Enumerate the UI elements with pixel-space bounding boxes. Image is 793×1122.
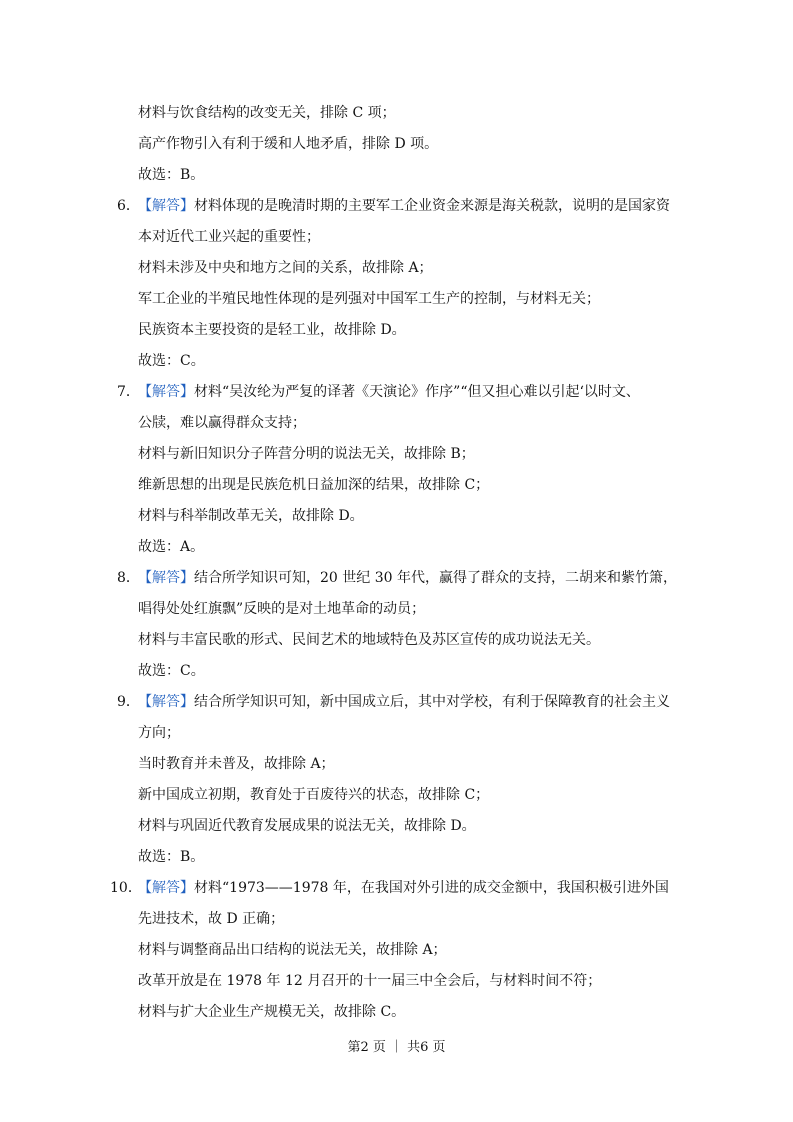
question-10-first-line	[110, 878, 669, 898]
answer-line: 维新思想的出现是民族危机日益加深的结果，故排除 C；	[138, 477, 490, 493]
answer-line: 公牍，难以赢得群众支持；	[138, 415, 306, 431]
answer-text: 结合所学知识可知，20 世纪 30 年代，赢得了群众的支持，二胡来和紫竹箫，	[194, 570, 677, 586]
answer-line: 方向；	[138, 725, 180, 741]
answer-text: 材料“1973——1978 年，在我国对外引进的成交金额中，我国积极引进外国	[194, 880, 669, 896]
question-6-first-line	[117, 196, 670, 216]
answer-line: 材料与调整商品出口结构的说法无关，故排除 A；	[138, 942, 447, 958]
answer-line: 材料与巩固近代教育发展成果的说法无关，故排除 D。	[138, 818, 476, 834]
answer-text: 结合所学知识可知，新中国成立后，其中对学校，有利于保障教育的社会主义	[194, 694, 670, 710]
page-footer: 第2 页 ｜ 共6 页	[347, 1040, 446, 1055]
question-number: 10．	[110, 880, 142, 896]
answer-tag: 【解答】	[138, 384, 194, 400]
answer-line: 故选：C。	[138, 353, 205, 369]
answer-tag: 【解答】	[138, 880, 194, 896]
answer-tag: 【解答】	[138, 570, 194, 586]
answer-line: 故选：A。	[138, 539, 205, 555]
answer-tag: 【解答】	[138, 198, 194, 214]
question-number: 7．	[117, 384, 140, 400]
question-9-first-line	[117, 692, 670, 712]
answer-line: 材料与扩大企业生产规模无关，故排除 C。	[138, 1004, 406, 1020]
answer-line: 新中国成立初期，教育处于百废待兴的状态，故排除 C；	[138, 787, 490, 803]
answer-tag: 【解答】	[138, 694, 194, 710]
question-number: 8．	[117, 570, 140, 586]
answer-line: 先进技术，故 D 正确；	[138, 911, 285, 927]
answer-line: 材料与丰富民歌的形式、民间艺术的地域特色及苏区宣传的成功说法无关。	[138, 632, 600, 648]
answer-line: 当时教育并未普及，故排除 A；	[138, 756, 335, 772]
answer-text: 材料体现的是晚清时期的主要军工企业资金来源是海关税款，说明的是国家资	[194, 198, 670, 214]
answer-line: 军工企业的半殖民地性体现的是列强对中国军工生产的控制，与材料无关；	[138, 291, 600, 307]
answer-line: 高产作物引入有利于缓和人地矛盾，排除 D 项。	[138, 136, 439, 152]
question-7-first-line	[117, 382, 640, 402]
answer-line: 材料未涉及中央和地方之间的关系，故排除 A；	[138, 260, 433, 276]
answer-line: 本对近代工业兴起的重要性；	[138, 229, 320, 245]
answer-line: 民族资本主要投资的是轻工业，故排除 D。	[138, 322, 406, 338]
question-number: 9．	[117, 694, 140, 710]
answer-line: 故选：B。	[138, 849, 205, 865]
answer-line: 材料与新旧知识分子阵营分明的说法无关，故排除 B；	[138, 446, 475, 462]
answer-line: 故选：B。	[138, 167, 205, 183]
answer-text: 材料“吴汝纶为严复的译著《天演论》作序”“但又担心难以引起‘以时文、	[194, 384, 640, 400]
question-8-first-line	[117, 568, 677, 588]
answer-line: 唱得处处红旗飘”反映的是对土地革命的动员；	[138, 601, 426, 617]
answer-line: 改革开放是在 1978 年 12 月召开的十一届三中全会后，与材料时间不符；	[138, 973, 602, 989]
answer-line: 材料与科举制改革无关，故排除 D。	[138, 508, 364, 524]
answer-line: 材料与饮食结构的改变无关，排除 C 项；	[138, 105, 396, 121]
question-number: 6．	[117, 198, 140, 214]
answer-line: 故选：C。	[138, 663, 205, 679]
